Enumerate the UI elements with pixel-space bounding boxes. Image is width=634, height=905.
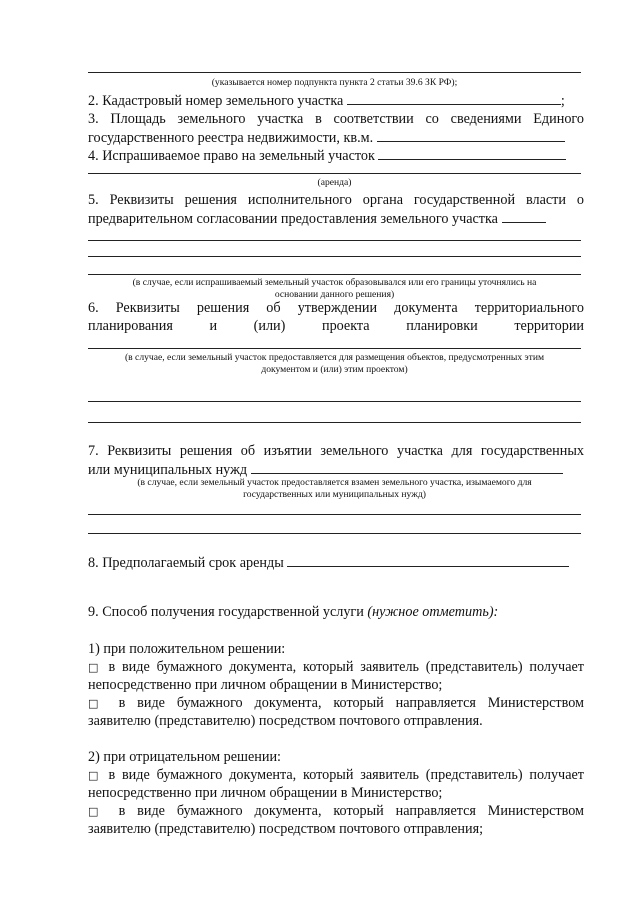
item-planning-line1: 6. Реквизиты решения об утверждении документа территориального: [88, 300, 584, 316]
note-lease: (аренда): [317, 177, 352, 188]
pos-mail-checkbox[interactable]: □: [88, 697, 107, 710]
subpoint-field[interactable]: [88, 72, 581, 73]
decision-field-line2[interactable]: [88, 240, 581, 241]
item-method-label: 9. Способ получения государственной услуги: [88, 604, 364, 620]
item-term-label: 8. Предполагаемый срок аренды: [88, 555, 284, 571]
neg-option-paper-line1: [88, 766, 584, 785]
pos-mail-text: в виде бумажного документа, который направляется Министерством: [118, 695, 584, 711]
item-seizure-label: или муниципальных нужд: [88, 462, 248, 478]
neg-mail-checkbox[interactable]: □: [88, 805, 107, 818]
neg-option-mail-line2: заявителю (представителю) посредством почтового отправления;: [88, 821, 484, 837]
item-term: [88, 553, 569, 572]
seizure-field-line3[interactable]: [88, 533, 581, 534]
right-field[interactable]: [378, 146, 566, 160]
cadastral-number-field[interactable]: [347, 91, 561, 105]
neg-paper-text: в виде бумажного документа, который заявитель (представитель) получает: [108, 767, 584, 783]
item-cadastral-end: ;: [560, 93, 565, 109]
decision-field[interactable]: [502, 209, 546, 223]
pos-option-mail-line1: [88, 694, 584, 713]
item-method-hint: (нужное отметить):: [367, 604, 499, 620]
item-decision-line2: [88, 209, 546, 228]
item-planning-line2: планирования и (или) проекта планировки территории: [88, 318, 584, 334]
decision-field-line3[interactable]: [88, 256, 581, 257]
decision-field-line4[interactable]: [88, 274, 581, 275]
item-area-line1: 3. Площадь земельного участка в соответствии со сведениями Единого: [88, 111, 584, 127]
item-area-line2: [88, 128, 565, 147]
pos-option-paper-line1: [88, 658, 584, 677]
note-decision-a: (в случае, если испрашиваемый земельный участок образовывался или его границы уточнялись на: [132, 277, 537, 288]
pos-option-mail-line2: заявителю (представителю) посредством почтового отправления.: [88, 713, 483, 729]
negative-title: 2) при отрицательном решении:: [88, 749, 281, 765]
positive-title: 1) при положительном решении:: [88, 641, 286, 657]
note-subpoint: (указывается номер подпункта пункта 2 статьи 39.6 ЗК РФ);: [211, 77, 458, 88]
planning-field-line3[interactable]: [88, 422, 581, 423]
neg-option-mail-line1: [88, 802, 584, 821]
seizure-field[interactable]: [251, 460, 563, 474]
note-planning-a: (в случае, если земельный участок предоставляется для размещения объектов, предусмотренных этим: [124, 352, 545, 363]
item-method: [88, 603, 498, 621]
term-field[interactable]: [287, 553, 569, 567]
item-decision-label: предварительном согласовании предоставления земельного участка: [88, 211, 498, 227]
item-cadastral: [88, 91, 565, 110]
item-cadastral-label: 2. Кадастровый номер земельного участка: [88, 93, 344, 109]
area-field[interactable]: [377, 128, 565, 142]
neg-paper-checkbox[interactable]: □: [88, 769, 102, 782]
neg-option-paper-line2: непосредственно при личном обращении в Министерство;: [88, 785, 443, 801]
item-area-label: государственного реестра недвижимости, кв.м.: [88, 130, 374, 146]
neg-mail-text: в виде бумажного документа, который направляется Министерством: [118, 803, 584, 819]
item-right-label: 4. Испрашиваемое право на земельный участок: [88, 148, 375, 164]
note-seizure-b: государственных или муниципальных нужд): [243, 489, 426, 500]
item-right: [88, 146, 566, 165]
item-seizure-line1: 7. Реквизиты решения об изъятии земельного участка для государственных: [88, 443, 584, 459]
right-field-line2[interactable]: [88, 173, 581, 174]
note-decision-b: основании данного решения): [274, 289, 395, 300]
pos-paper-checkbox[interactable]: □: [88, 661, 102, 674]
pos-paper-text: в виде бумажного документа, который заявитель (представитель) получает: [108, 659, 584, 675]
seizure-field-line2[interactable]: [88, 514, 581, 515]
planning-field[interactable]: [88, 348, 581, 349]
planning-field-line2[interactable]: [88, 401, 581, 402]
pos-option-paper-line2: непосредственно при личном обращении в Министерство;: [88, 677, 443, 693]
item-decision-line1: 5. Реквизиты решения исполнительного органа государственной власти о: [88, 192, 584, 208]
note-planning-b: документом и (или) этим проектом): [261, 364, 408, 375]
note-seizure-a: (в случае, если земельный участок предоставляется взамен земельного участка, изымаемого для: [137, 477, 532, 488]
